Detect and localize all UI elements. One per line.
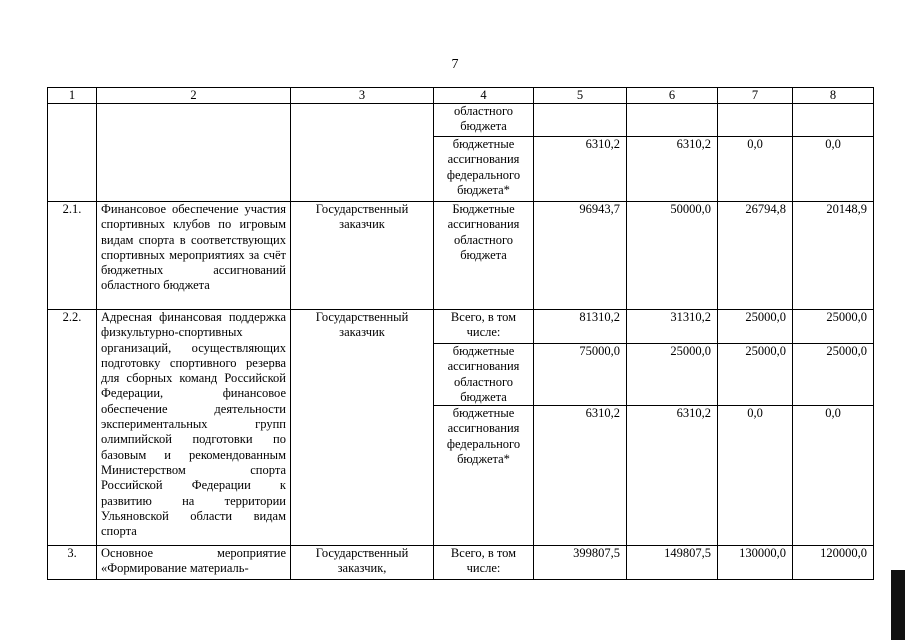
amount-cell: 25000,0 [718,344,793,406]
amount-cell: 25000,0 [793,344,874,406]
amount-cell: 6310,2 [627,137,718,202]
amount-cell: 20148,9 [793,202,874,310]
column-number: 2 [97,88,291,104]
column-number: 7 [718,88,793,104]
amount-cell: 96943,7 [534,202,627,310]
executor-cell: Государственный заказчик [291,202,434,310]
column-number: 5 [534,88,627,104]
table-row [48,310,874,344]
amount-cell: 81310,2 [534,310,627,344]
amount-cell: 120000,0 [793,546,874,580]
table-row [48,546,874,580]
column-number-row [48,88,874,104]
cell-empty [48,104,97,202]
amount-cell: 25000,0 [793,310,874,344]
measure-name-cell: Финансовое обеспечение участия спортивных клубов по игровым видам спорта в соответствующих спортивных мероприятиях за счёт бюджетных ассигнований областного бюджета [97,202,291,310]
funding-source-cell: бюджетные ассигнования федерального бюджета* [434,406,534,546]
column-number: 3 [291,88,434,104]
amount-cell [718,104,793,137]
amount-cell: 399807,5 [534,546,627,580]
funding-source-cell: бюджетные ассигнования областного бюджета [434,344,534,406]
measure-name-cell: Адресная финансовая поддержка физкультурно-спортивных организаций, осуществляющих подготовку спортивного резерва для сборных команд Российской Федерации, финансовое обеспечение деятельности экспериментальных групп олимпийской подготовки по базовым и рекомендованным Министерством спорта Российской Федерации к развитию на территории Ульяновской области видам спорта [97,310,291,546]
amount-cell [793,104,874,137]
executor-cell: Государственный заказчик [291,310,434,546]
cell-empty [291,104,434,202]
funding-source-cell: областного бюджета [434,104,534,137]
amount-cell: 31310,2 [627,310,718,344]
funding-source-cell: Бюджетные ассигнования областного бюджета [434,202,534,310]
table-row [48,202,874,310]
item-number-cell: 2.1. [48,202,97,310]
amount-cell [534,104,627,137]
amount-cell: 50000,0 [627,202,718,310]
amount-cell: 6310,2 [534,406,627,546]
amount-cell: 6310,2 [627,406,718,546]
amount-cell: 130000,0 [718,546,793,580]
column-number: 8 [793,88,874,104]
cell-empty [97,104,291,202]
column-number: 4 [434,88,534,104]
column-number: 6 [627,88,718,104]
amount-cell: 0,0 [793,137,874,202]
table-row [48,104,874,137]
amount-cell: 6310,2 [534,137,627,202]
amount-cell: 25000,0 [718,310,793,344]
item-number-cell: 3. [48,546,97,580]
executor-cell: Государственный заказчик, [291,546,434,580]
funding-source-cell: Всего, в том числе: [434,546,534,580]
funding-source-cell: Всего, в том числе: [434,310,534,344]
amount-cell: 0,0 [718,137,793,202]
amount-cell: 0,0 [793,406,874,546]
program-table [47,87,874,580]
amount-cell: 0,0 [718,406,793,546]
funding-source-cell: бюджетные ассигнования федерального бюджета* [434,137,534,202]
amount-cell: 26794,8 [718,202,793,310]
column-number: 1 [48,88,97,104]
amount-cell: 25000,0 [627,344,718,406]
page-number: 7 [451,57,459,72]
amount-cell: 149807,5 [627,546,718,580]
scan-edge-mark [891,570,905,640]
item-number-cell: 2.2. [48,310,97,546]
measure-name-cell: Основное мероприятие «Формирование материаль- [97,546,291,580]
amount-cell [627,104,718,137]
amount-cell: 75000,0 [534,344,627,406]
